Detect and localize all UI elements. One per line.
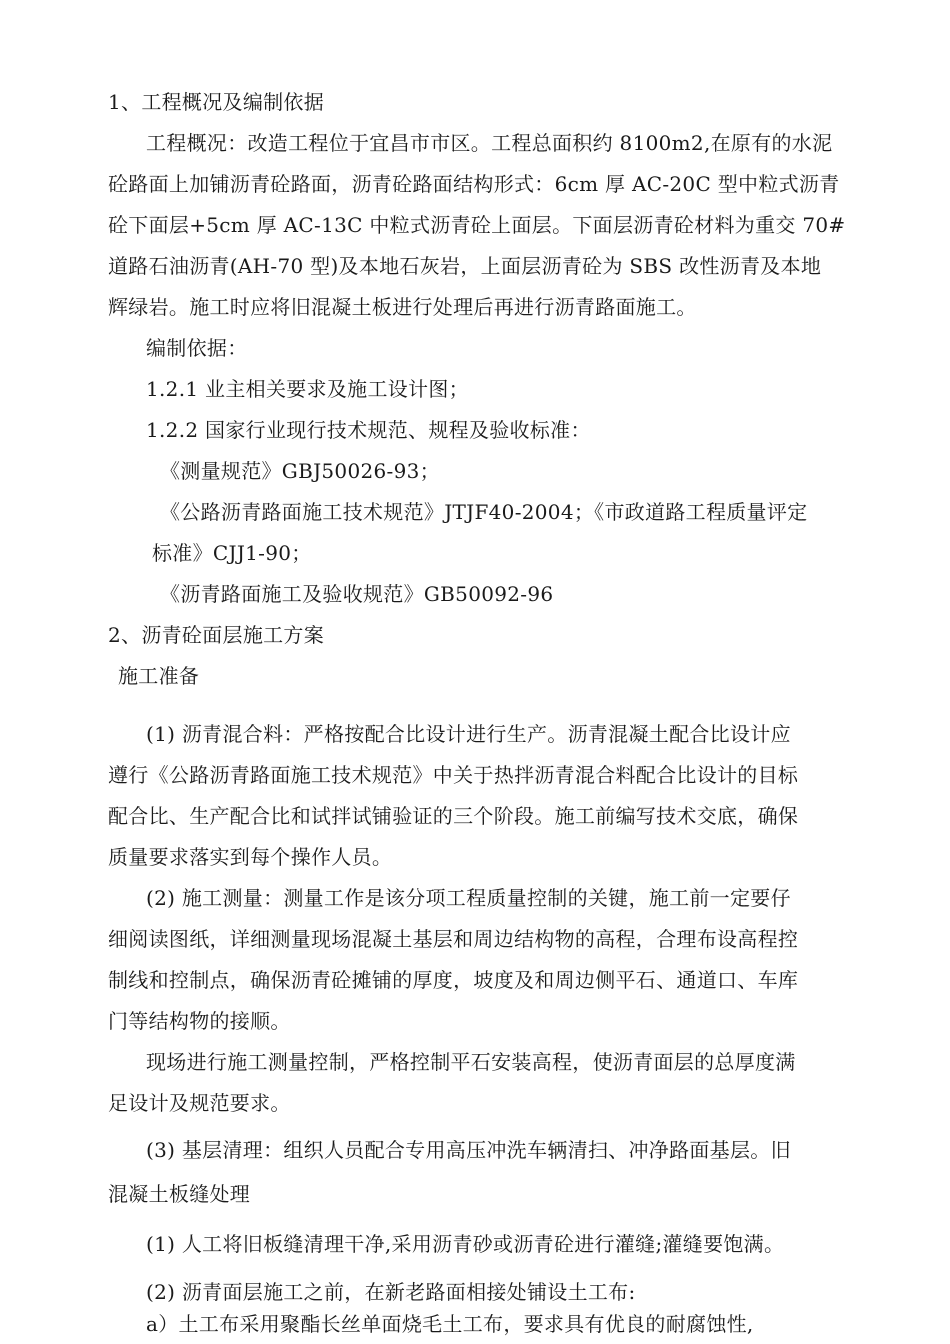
- section-heading-overview: 1、工程概况及编制依据: [108, 90, 325, 114]
- subheading-basis: 编制依据：: [146, 336, 248, 360]
- paragraph-line: 配合比、生产配合比和试拌试铺验证的三个阶段。施工前编写技术交底，确保: [108, 804, 799, 828]
- paragraph-line: 混凝土板缝处理: [108, 1182, 251, 1206]
- paragraph-line: 辉绿岩。施工时应将旧混凝土板进行处理后再进行沥青路面施工。: [108, 295, 697, 319]
- paragraph-line: (3) 基层清理：组织人员配合专用高压冲洗车辆清扫、冲净路面基层。旧: [146, 1138, 791, 1162]
- paragraph-line: 质量要求落实到每个操作人员。: [108, 845, 393, 869]
- list-item: 1.2.2 国家行业现行技术规范、规程及验收标准：: [146, 418, 591, 442]
- section-heading-plan: 2、沥青砼面层施工方案: [108, 623, 325, 647]
- standard-reference: 《沥青路面施工及验收规范》GB50092-96: [160, 582, 554, 606]
- paragraph-line: (1) 沥青混合料：严格按配合比设计进行生产。沥青混凝土配合比设计应: [146, 722, 791, 746]
- paragraph-line: 砼下面层+5cm 厚 AC-13C 中粒式沥青砼上面层。下面层沥青砼材料为重交 70#: [108, 213, 846, 237]
- subheading-preparation: 施工准备: [118, 664, 200, 688]
- paragraph-line: 现场进行施工测量控制，严格控制平石安装高程，使沥青面层的总厚度满: [146, 1050, 796, 1074]
- standard-reference: 标准》CJJ1-90；: [152, 541, 312, 565]
- paragraph-line: a）土工布采用聚酯长丝单面烧毛土工布，要求具有优良的耐腐蚀性,: [146, 1312, 754, 1336]
- paragraph-line: 制线和控制点，确保沥青砼摊铺的厚度，坡度及和周边侧平石、通道口、车库: [108, 968, 799, 992]
- paragraph-line: 门等结构物的接顺。: [108, 1009, 291, 1033]
- paragraph-line: (2) 施工测量：测量工作是该分项工程质量控制的关键，施工前一定要仔: [146, 886, 791, 910]
- paragraph-line: 细阅读图纸，详细测量现场混凝土基层和周边结构物的高程，合理布设高程控: [108, 927, 799, 951]
- paragraph-line: (2) 沥青面层施工之前，在新老路面相接处铺设土工布:: [146, 1280, 636, 1304]
- paragraph-line: 砼路面上加铺沥青砼路面，沥青砼路面结构形式：6cm 厚 AC-20C 型中粒式沥青: [108, 172, 840, 196]
- paragraph-line: 足设计及规范要求。: [108, 1091, 291, 1115]
- paragraph-line: 道路石油沥青(AH-70 型)及本地石灰岩，上面层沥青砼为 SBS 改性沥青及本地: [108, 254, 822, 278]
- paragraph-line: (1) 人工将旧板缝清理干净,采用沥青砂或沥青砼进行灌缝;灌缝要饱满。: [146, 1232, 785, 1256]
- paragraph-line: 工程概况：改造工程位于宜昌市市区。工程总面积约 8100m2,在原有的水泥: [146, 131, 833, 155]
- paragraph-line: 遵行《公路沥青路面施工技术规范》中关于热拌沥青混合料配合比设计的目标: [108, 763, 799, 787]
- standard-reference: 《测量规范》GBJ50026-93；: [160, 459, 440, 483]
- standard-reference: 《公路沥青路面施工技术规范》JTJF40-2004；《市政道路工程质量评定: [160, 500, 808, 524]
- list-item: 1.2.1 业主相关要求及施工设计图；: [146, 377, 469, 401]
